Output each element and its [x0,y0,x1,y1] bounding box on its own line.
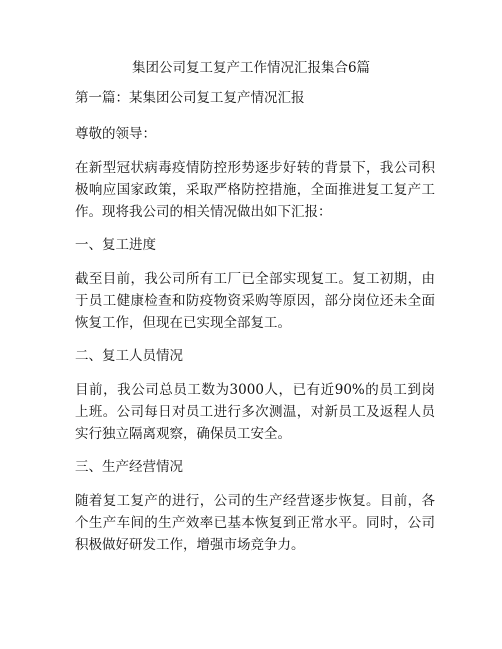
document-title: 集团公司复工复产工作情况汇报集合6篇 [131,60,371,76]
section-body-progress: 截至目前，我公司所有工厂已全部实现复工。复工初期，由于员工健康检查和防疫物资采购等原因，部分岗位还未全面恢复工作，但现在已实现全部复工。 [75,271,435,331]
section-heading-progress: 一、复工进度 [75,237,156,253]
section-heading-operations: 三、生产经营情况 [75,459,183,475]
document-subtitle: 第一篇：某集团公司复工复产情况汇报 [75,90,305,106]
section-body-staff: 目前，我公司总员工数为3000人，已有近90%的员工到岗上班。公司每日对员工进行多次测温，对新员工及返程人员实行独立隔离观察，确保员工安全。 [75,382,435,442]
greeting: 尊敬的领导： [75,126,156,142]
intro-paragraph: 在新型冠状病毒疫情防控形势逐步好转的背景下，我公司积极响应国家政策，采取严格防控措施，全面推进复工复产工作。现将我公司的相关情况做出如下汇报： [75,160,435,220]
section-heading-staff: 二、复工人员情况 [75,348,183,364]
section-body-operations: 随着复工复产的进行，公司的生产经营逐步恢复。目前，各个生产车间的生产效率已基本恢复到正常水平。同时，公司积极做好研发工作，增强市场竞争力。 [75,493,435,553]
